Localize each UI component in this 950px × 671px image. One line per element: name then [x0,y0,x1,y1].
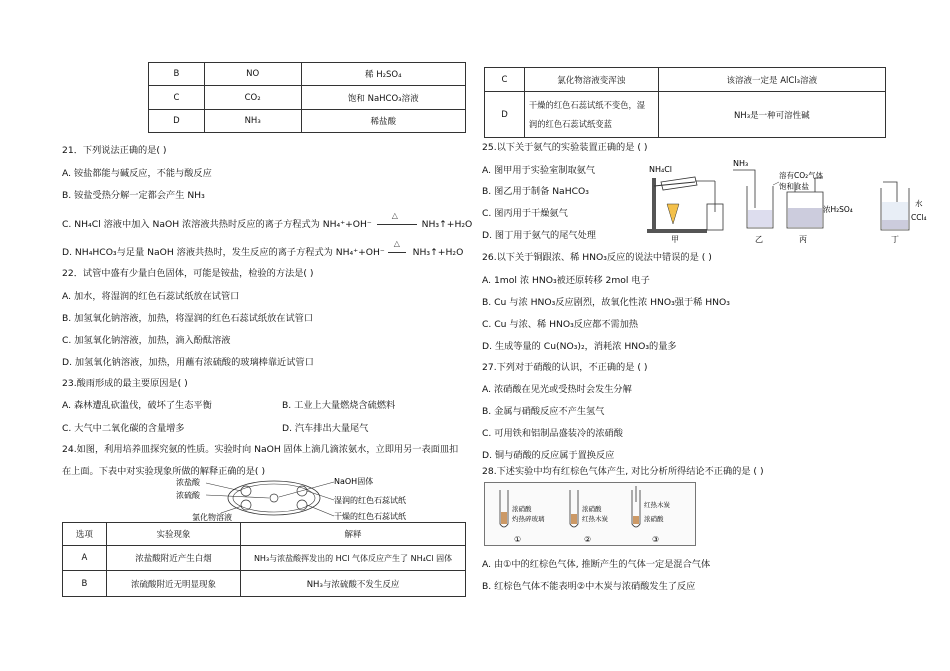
fig-label: 溶有CO₂气体 [779,171,824,180]
fig-label: 甲 [671,235,679,244]
q21-option-c: C. NH₄Cl 溶液中加入 NaOH 浓溶液共热时反应的离子方程式为 NH₄⁺+OH⁻ △ NH₃↑+H₂O [62,211,473,230]
q26-stem: 26.以下关于铜跟浓、稀 HNO₃反应的说法中错误的是 ( ) [482,252,712,263]
fig-label: 浓硝酸 [512,505,532,513]
q21-option-b: B. 铵盐受热分解一定都会产生 NH₃ [62,190,205,201]
table-row [149,86,466,110]
q25-option-c: C. 图丙用于干燥氨气 [482,208,568,219]
column-header: 解释 [241,523,466,546]
q25-stem: 25.以下关于氨气的实验装置正确的是 ( ) [482,142,648,153]
heat-arrow: △ [375,219,419,231]
cell: 干燥的红色石蕊试纸不变色，湿 润的红色石蕊试纸变蓝 [524,92,658,138]
q25-apparatus-figure [647,152,937,244]
petri-dish-figure [176,476,406,522]
cell: A [63,546,107,571]
cell: NH₃是一种可溶性碱 [658,92,885,138]
fig-label: NH₄Cl [649,165,673,174]
cell: B [63,571,107,597]
cell: 稀盐酸 [301,110,466,133]
q21-option-d: D. NH₄HCO₃与足量 NaOH 溶液共热时，发生反应的离子方程式为 NH₄⁺+OH⁻ △ NH₃↑+H₂O [62,239,464,258]
q25-option-d: D. 图丁用于氨气的尾气处理 [482,230,596,241]
top-table-right [484,67,886,138]
fig-label: 浓H₂SO₄ [823,205,853,214]
fig-label: 红热木炭 [644,501,670,509]
heat-arrow: △ [388,247,410,259]
table-row [485,68,886,92]
q23-option-a: A. 森林遭乱砍滥伐，破坏了生态平衡 [62,400,212,411]
q22-option-c: C. 加氢氧化钠溶液，加热，滴入酚酞溶液 [62,335,231,346]
q25-option-a: A. 图甲用于实验室制取氨气 [482,165,596,176]
cell: 饱和 NaHCO₃溶液 [301,86,466,110]
q27-option-c: C. 可用铁和铝制品盛装冷的浓硝酸 [482,428,623,439]
fig-label: 丁 [891,235,899,244]
cell: NH₃与浓硫酸不发生反应 [241,571,466,597]
q23-option-d: D. 汽车排出大量尾气 [282,423,369,434]
q23-option-b: B. 工业上大量燃烧含硫燃料 [282,400,396,411]
cell: 浓盐酸附近产生白烟 [106,546,240,571]
q23-stem: 23.酸雨形成的最主要原因是( ) [62,378,188,389]
q21-stem: 21．下列说法正确的是( ) [62,145,167,156]
cell: 稀 H₂SO₄ [301,63,466,86]
q25-option-b: B. 图乙用于制备 NaHCO₃ [482,186,589,197]
table-row [485,92,886,138]
fig-label: 干燥的红色石蕊试纸 [334,512,406,521]
cell: C [485,68,525,92]
fig-label: ② [584,535,592,544]
q23-option-c: C. 大气中二氧化碳的含量增多 [62,423,185,434]
fig-label: NaOH固体 [334,477,374,486]
cell: NO [204,63,301,86]
column-header: 实验现象 [106,523,240,546]
q22-option-a: A. 加水，将湿润的红色石蕊试纸放在试管口 [62,291,240,302]
fig-label: 氯化物溶液 [192,513,232,522]
q28-option-a: A. 由①中的红棕色气体, 推断产生的气体一定是混合气体 [482,559,711,570]
q24-stem-line1: 24.如图，利用培养皿探究氨的性质。实验时向 NaOH 固体上滴几滴浓氨水，立即用另一表面皿扣 [62,444,459,455]
q22-option-b: B. 加氢氧化钠溶液，加热，将湿润的红色石蕊试纸放在试管口 [62,313,314,324]
q22-stem: 22．试管中盛有少量白色固体，可能是铵盐，检验的方法是( ) [62,268,314,279]
q28-option-b: B. 红棕色气体不能表明②中木炭与浓硝酸发生了反应 [482,581,696,592]
fig-label: 浓硝酸 [644,515,664,523]
fig-label: 灼热碎玻璃 [512,515,545,523]
q27-option-a: A. 浓硝酸在见光或受热时会发生分解 [482,384,632,395]
fig-label: ③ [652,535,660,544]
table-row [63,546,466,571]
table-row [149,110,466,133]
cell: C [149,86,205,110]
cell: 氯化物溶液变浑浊 [524,68,658,92]
fig-label: 乙 [755,235,763,244]
fig-label: 湿润的红色石蕊试纸 [334,496,406,505]
table-header-row [63,523,466,546]
cell: 浓硫酸附近无明显现象 [106,571,240,597]
cell: D [485,92,525,138]
table-row [63,571,466,597]
q27-option-d: D. 铜与硝酸的反应属于置换反应 [482,450,615,461]
q28-experiment-figure [484,482,696,546]
top-table-left [148,62,466,133]
cell: B [149,63,205,86]
q21-option-a: A. 铵盐都能与碱反应，不能与酸反应 [62,168,212,179]
fig-label: 浓硝酸 [582,505,602,513]
q28-stem: 28.下述实验中均有红棕色气体产生, 对比分析所得结论不正确的是 ( ) [482,466,764,477]
cell: NH₃ [204,110,301,133]
fig-label: 红热木炭 [582,515,608,523]
q24-stem-line2: 在上面。下表中对实验现象所做的解释正确的是( ) [62,466,266,477]
cell: D [149,110,205,133]
q26-option-c: C. Cu 与浓、稀 HNO₃反应都不需加热 [482,319,639,330]
fig-label: 浓硫酸 [176,491,200,500]
fig-label: ① [514,535,522,544]
q26-option-a: A. 1mol 浓 HNO₃被还原转移 2mol 电子 [482,275,650,286]
q22-option-d: D. 加氢氧化钠溶液，加热，用蘸有浓硫酸的玻璃棒靠近试管口 [62,357,314,368]
fig-label: CCl₄ [911,213,927,222]
table-row [149,63,466,86]
q26-option-b: B. Cu 与浓 HNO₃反应剧烈，故氧化性浓 HNO₃强于稀 HNO₃ [482,297,730,308]
cell: 该溶液一定是 AlCl₃溶液 [658,68,885,92]
column-header: 选项 [63,523,107,546]
cell: NH₃与浓盐酸挥发出的 HCl 气体反应产生了 NH₄Cl 固体 [241,546,466,571]
fig-label: NH₃ [733,159,749,168]
q26-option-d: D. 生成等量的 Cu(NO₃)₂，消耗浓 HNO₃的量多 [482,341,677,352]
q27-stem: 27.下列对于硝酸的认识，不正确的是 ( ) [482,362,648,373]
fig-label: 饱和食盐 [779,182,809,191]
fig-label: 水 [915,199,923,208]
q27-option-b: B. 金属与硝酸反应不产生氢气 [482,406,605,417]
q24-table [62,522,466,597]
fig-label: 浓盐酸 [176,478,200,487]
cell: CO₂ [204,86,301,110]
fig-label: 丙 [799,235,807,244]
